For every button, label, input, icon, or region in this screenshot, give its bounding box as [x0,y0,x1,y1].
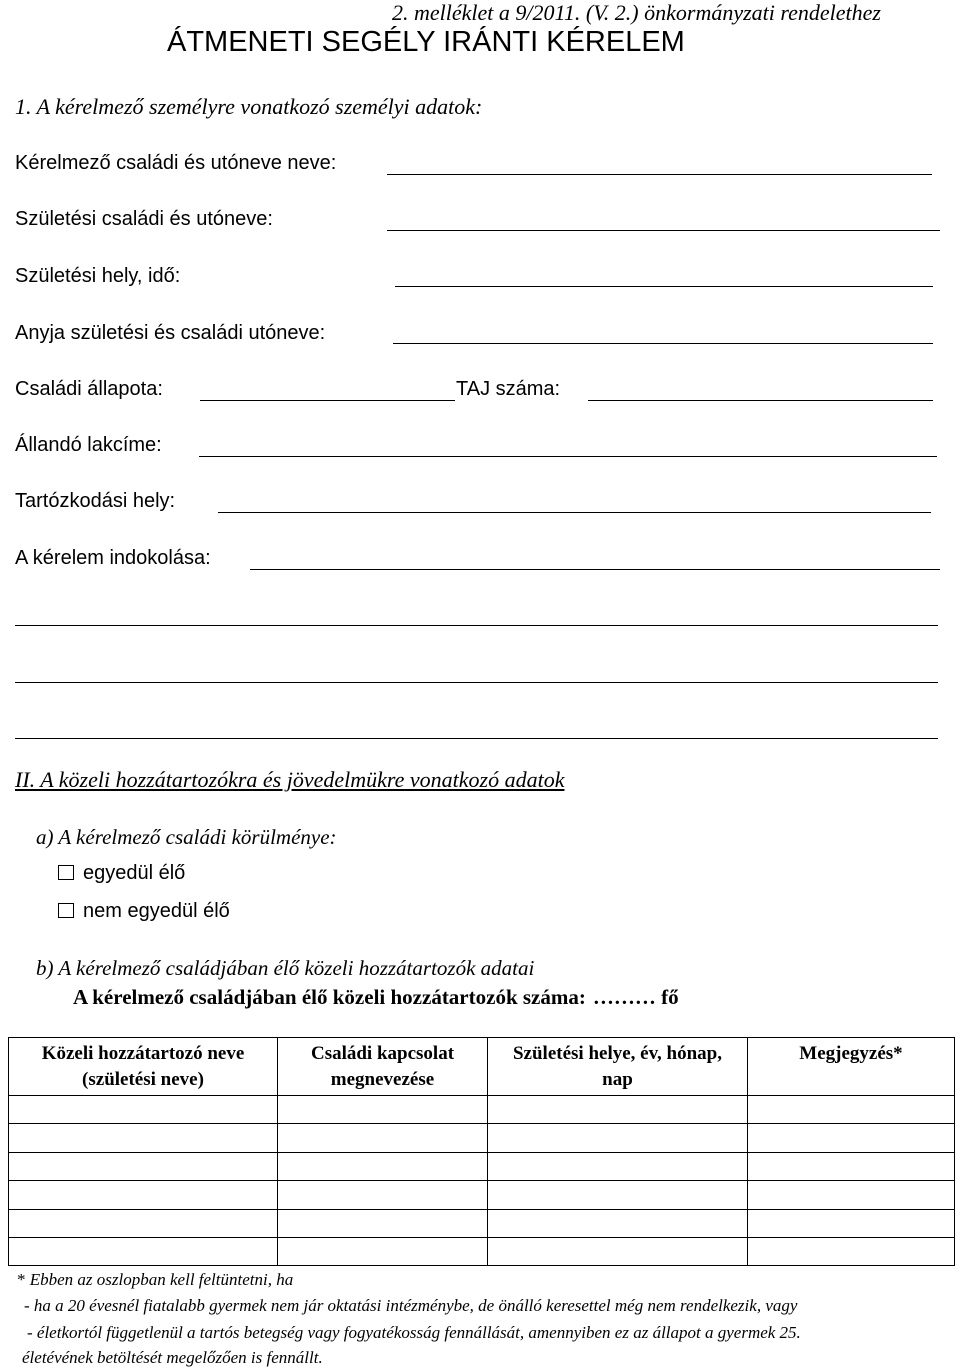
table-header-row [9,1038,955,1096]
justification-label: A kérelem indokolása: [15,547,211,569]
residence-label: Tartózkodási hely: [15,490,176,512]
section1-heading: 1. A kérelmező személyre vonatkozó személyi adatok: [15,94,483,119]
relatives-count-row [73,985,679,1010]
table-row [9,1181,955,1209]
taj-field[interactable] [588,400,933,401]
option-not-living-alone[interactable] [58,900,230,923]
table-cell[interactable] [9,1209,278,1237]
header-relationship: Családi kapcsolat megnevezése [278,1038,488,1096]
applicant-name-field[interactable] [387,174,932,175]
table-cell[interactable] [278,1124,488,1152]
table-row [9,1152,955,1180]
table-cell[interactable] [488,1096,748,1124]
footnote-item-1: - ha a 20 évesnél fiatalabb gyermek nem jár oktatási intézménybe, de önálló keresettel még nem rendelkezik, vagy [24,1296,798,1315]
table-cell[interactable] [278,1209,488,1237]
option-living-alone-label: egyedül élő [83,862,186,884]
marital-status-label: Családi állapota: [15,378,163,400]
mother-name-field[interactable] [393,343,933,344]
taj-label: TAJ száma: [456,378,561,400]
footnote-item-2: - életkortól függetlenül a tartós betegség vagy fogyatékosság fennállását, amennyiben ez az állapot a gyermek 25. [27,1323,801,1342]
relatives-table [8,1037,955,1266]
birth-place-date-field[interactable] [395,286,933,287]
table-cell[interactable] [488,1209,748,1237]
table-cell[interactable] [278,1096,488,1124]
table-cell[interactable] [488,1237,748,1265]
option-not-living-alone-label: nem egyedül élő [83,900,230,922]
table-cell[interactable] [9,1152,278,1180]
table-row [9,1124,955,1152]
table-cell[interactable] [9,1124,278,1152]
table-row [9,1096,955,1124]
page-title: ÁTMENETI SEGÉLY IRÁNTI KÉRELEM [167,26,685,58]
table-cell[interactable] [9,1096,278,1124]
residence-field[interactable] [218,512,931,513]
footnote-item-2-continued: életévének betöltését megelőzően is fennállt. [22,1348,323,1367]
table-cell[interactable] [9,1237,278,1265]
table-cell[interactable] [488,1181,748,1209]
marital-status-field[interactable] [200,400,455,401]
table-row [9,1237,955,1265]
birth-place-date-label: Születési hely, idő: [15,265,181,287]
table-cell[interactable] [748,1152,955,1180]
permanent-address-label: Állandó lakcíme: [15,434,162,456]
footnote-intro: * Ebben az oszlopban kell feltüntetni, ha [17,1270,294,1289]
birth-name-field[interactable] [387,230,940,231]
mother-name-label: Anyja születési és családi utóneve: [15,322,326,344]
birth-name-label: Születési családi és utóneve: [15,208,273,230]
table-cell[interactable] [748,1209,955,1237]
table-cell[interactable] [488,1152,748,1180]
permanent-address-field[interactable] [199,456,937,457]
family-situation-heading: a) A kérelmező családi körülménye: [36,825,337,849]
justification-line-3[interactable] [15,682,938,683]
table-cell[interactable] [488,1124,748,1152]
header-relative-name: Közeli hozzátartozó neve (születési neve) [9,1038,278,1096]
table-cell[interactable] [9,1181,278,1209]
applicant-name-label: Kérelmező családi és utóneve neve: [15,152,337,174]
checkbox-living-alone[interactable] [58,865,74,880]
table-cell[interactable] [748,1181,955,1209]
section2-heading: II. A közeli hozzátartozókra és jövedelmükre vonatkozó adatok [15,767,565,792]
justification-field[interactable] [250,569,940,570]
footnote-intro-text: Ebben az oszlopban kell feltüntetni, ha [25,1270,294,1289]
checkbox-not-living-alone[interactable] [58,903,74,918]
table-cell[interactable] [278,1152,488,1180]
justification-line-4[interactable] [15,738,938,739]
annex-reference: 2. melléklet a 9/2011. (V. 2.) önkormányzati rendelethez [392,0,881,25]
header-remark: Megjegyzés* [748,1038,955,1096]
justification-line-2[interactable] [15,625,938,626]
table-cell[interactable] [748,1237,955,1265]
relatives-data-heading: b) A kérelmező családjában élő közeli hozzátartozók adatai [36,956,535,980]
table-cell[interactable] [748,1096,955,1124]
table-row [9,1209,955,1237]
table-cell[interactable] [748,1124,955,1152]
table-cell[interactable] [278,1237,488,1265]
table-cell[interactable] [278,1181,488,1209]
header-birth-data: Születési helye, év, hónap, nap [488,1038,748,1096]
option-living-alone[interactable] [58,862,185,885]
relatives-count-field[interactable]: ……… fő [592,985,679,1009]
relatives-count-label: A kérelmező családjában élő közeli hozzátartozók száma: [73,985,586,1009]
